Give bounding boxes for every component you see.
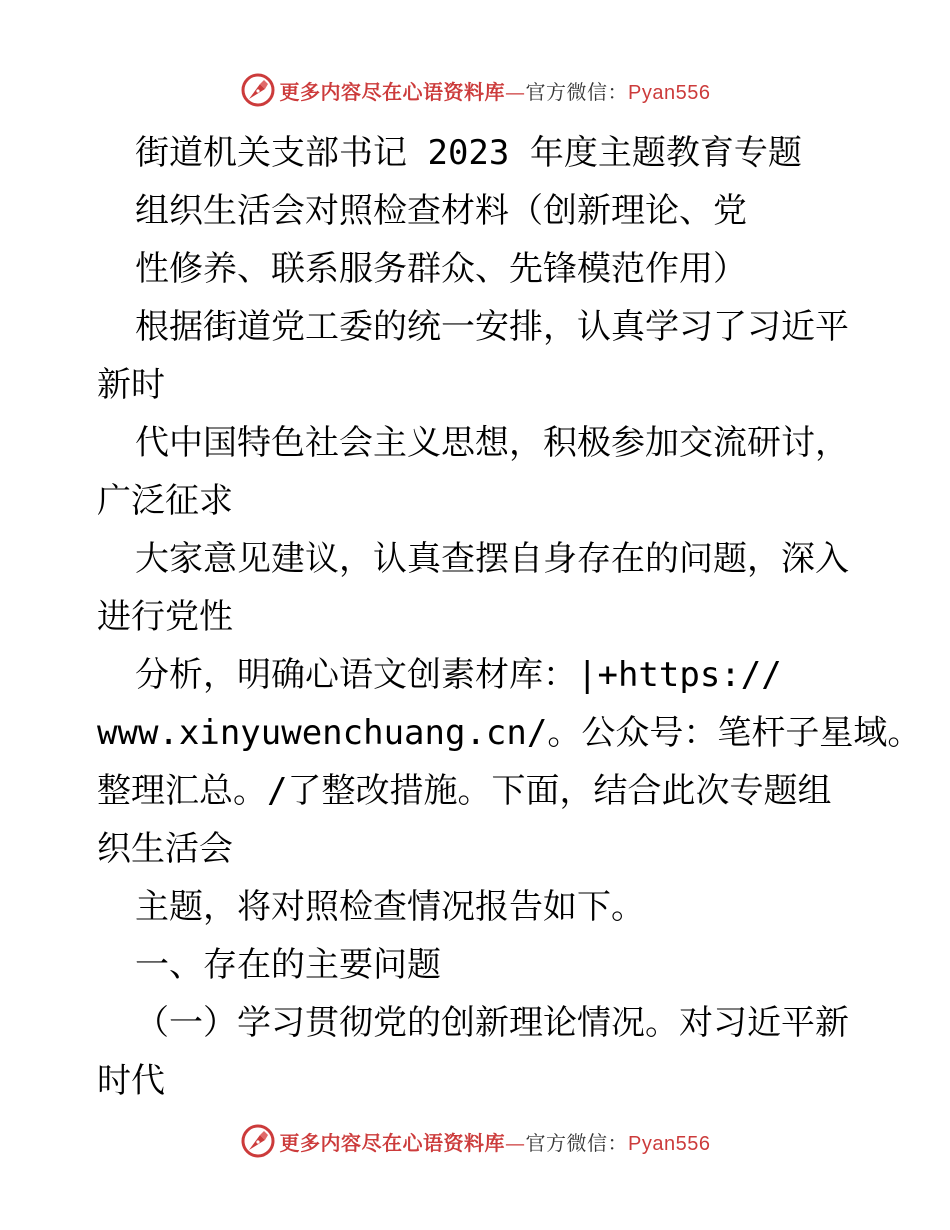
paragraph-line: 大家意见建议，认真查摆自身存在的问题，深入 [135, 539, 849, 579]
header-watermark [0, 70, 950, 110]
section-heading: 一、存在的主要问题 [135, 945, 441, 985]
paragraph-line: 主题，将对照检查情况报告如下。 [135, 887, 645, 927]
pen-nib-logo-icon [240, 1123, 276, 1159]
paragraph-line: 时代 [97, 1061, 165, 1101]
paragraph-line: 广泛征求 [97, 481, 233, 521]
title-line-1: 街道机关支部书记 2023 年度主题教育专题 [135, 133, 802, 173]
watermark-site-text: 更多内容尽在心语资料库 [279, 1130, 506, 1155]
document-body [97, 124, 922, 1110]
watermark-wechat-id: Pyan556 [628, 81, 711, 104]
footer-watermark [0, 1121, 950, 1161]
subsection-heading: （一）学习贯彻党的创新理论情况。对习近平新 [135, 1003, 849, 1043]
watermark-dash: — [505, 1130, 526, 1155]
paragraph-line: www.xinyuwenchuang.cn/。公众号：笔杆子星域。 [97, 713, 922, 753]
watermark-wechat-label: 官方微信： [525, 1130, 629, 1155]
watermark-wechat-label: 官方微信： [525, 79, 629, 104]
paragraph-line: 织生活会 [97, 829, 233, 869]
paragraph-line: 新时 [97, 365, 165, 405]
title-line-2: 组织生活会对照检查材料（创新理论、党 [135, 191, 747, 231]
watermark-text [280, 1127, 711, 1156]
watermark-text [280, 76, 711, 105]
watermark-site-text: 更多内容尽在心语资料库 [279, 79, 506, 104]
paragraph-line: 进行党性 [97, 597, 233, 637]
paragraph-line: 根据街道党工委的统一安排，认真学习了习近平 [135, 307, 849, 347]
paragraph-line: 整理汇总。/了整改措施。下面，结合此次专题组 [97, 771, 832, 811]
pen-nib-logo-icon [240, 72, 276, 108]
title-line-3: 性修养、联系服务群众、先锋模范作用） [135, 249, 747, 289]
paragraph-line: 代中国特色社会主义思想，积极参加交流研讨， [135, 423, 849, 463]
paragraph-line: 分析，明确心语文创素材库：|+https:// [135, 655, 782, 695]
watermark-dash: — [505, 79, 526, 104]
watermark-wechat-id: Pyan556 [628, 1132, 711, 1155]
